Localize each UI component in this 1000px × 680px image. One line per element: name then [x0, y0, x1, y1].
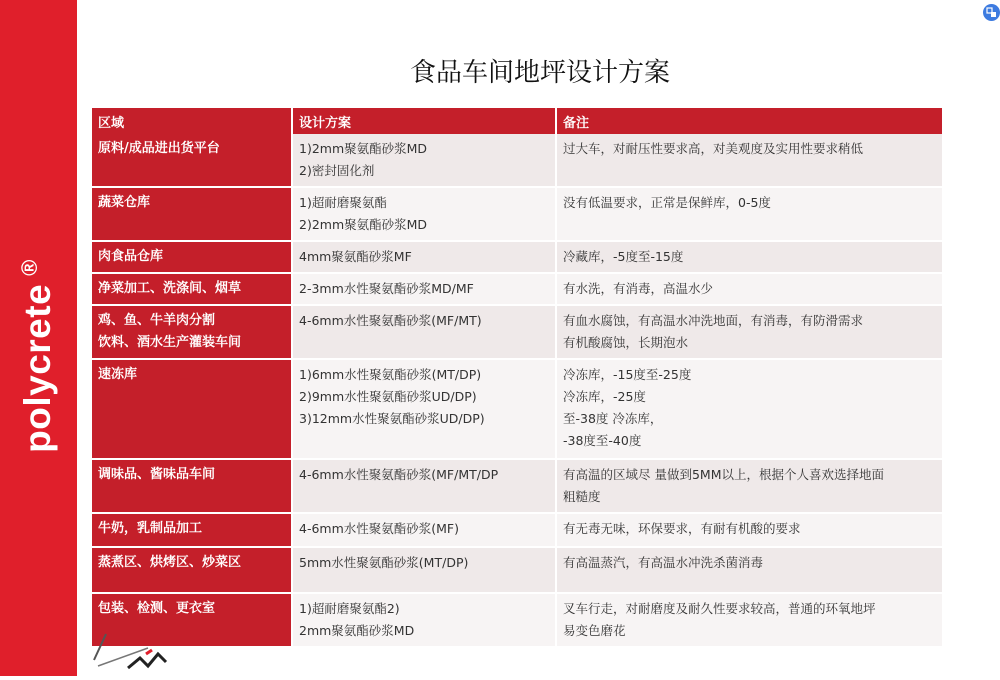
note-cell-line: 有无毒无味，环保要求，有耐有机酸的要求: [563, 521, 801, 536]
plan-cell-line: 4-6mm水性聚氨酯砂浆(MF): [299, 521, 459, 536]
note-cell-line: 冷冻库，-25度: [563, 389, 646, 404]
translate-icon[interactable]: [983, 4, 1000, 21]
brand-sidebar: [0, 0, 77, 676]
area-cell-line: 蔬菜仓库: [98, 195, 151, 210]
area-cell: [92, 514, 293, 548]
area-cell: [92, 548, 293, 594]
note-cell-line: 有机酸腐蚀，长期泡水: [563, 335, 689, 350]
area-cell: [92, 460, 293, 514]
table-header-row: [92, 108, 944, 134]
note-cell-line: 易变色磨花: [563, 623, 626, 638]
area-cell: [92, 360, 293, 460]
plan-cell-line: 2)2mm聚氨酯砂浆MD: [299, 217, 428, 232]
plan-cell-line: 5mm水性聚氨酯砂浆(MT/DP): [299, 555, 469, 570]
plan-cell-line: 1)超耐磨聚氨酯2): [299, 601, 400, 616]
area-cell: [92, 274, 293, 306]
table-row: [92, 594, 944, 648]
note-cell: [557, 242, 944, 274]
note-cell: [557, 134, 944, 188]
table-row: [92, 242, 944, 274]
table-row: [92, 360, 944, 460]
area-cell-line: 速冻库: [98, 367, 138, 382]
plan-cell-line: 2)9mm水性聚氨酯砂浆UD/DP): [299, 389, 477, 404]
area-cell-line: 净菜加工、洗涤间、烟草: [98, 281, 242, 296]
note-cell-line: 没有低温要求，正常是保鲜库，0-5度: [563, 195, 771, 210]
logo-mark: [88, 630, 208, 676]
area-cell: [92, 242, 293, 274]
area-cell: [92, 134, 293, 188]
note-cell-line: 粗糙度: [563, 489, 601, 504]
plan-cell-line: 4-6mm水性聚氨酯砂浆(MF/MT): [299, 313, 482, 328]
area-cell-line: 原料/成品进出货平台: [98, 141, 220, 156]
area-cell-line: 牛奶，乳制品加工: [98, 521, 203, 536]
header-note: 备注: [557, 108, 944, 134]
area-cell-line: 调味品、酱味品车间: [98, 467, 216, 482]
page-title: 食品车间地坪设计方案: [409, 58, 670, 88]
plan-cell: [293, 242, 557, 274]
plan-cell-line: 2)密封固化剂: [299, 163, 375, 178]
area-cell: [92, 188, 293, 242]
header-plan: 设计方案: [293, 108, 557, 134]
note-cell: [557, 306, 944, 360]
note-cell: [557, 274, 944, 306]
area-cell-line: 包装、检测、更衣室: [98, 601, 216, 616]
plan-cell: [293, 514, 557, 548]
note-cell: [557, 594, 944, 648]
header-area: 区域: [92, 108, 293, 134]
plan-cell: [293, 548, 557, 594]
design-plan-table: [92, 108, 944, 648]
plan-cell-line: 2-3mm水性聚氨酯砂浆MD/MF: [299, 281, 474, 296]
plan-cell: [293, 134, 557, 188]
note-cell-line: 有水洗，有消毒，高温水少: [563, 281, 714, 296]
table-row: [92, 460, 944, 514]
plan-cell: [293, 460, 557, 514]
note-cell-line: 有血水腐蚀，有高温水冲洗地面，有消毒，有防滑需求: [563, 313, 864, 328]
plan-cell-line: 1)6mm水性聚氨酯砂浆(MT/DP): [299, 367, 482, 382]
note-cell: [557, 548, 944, 594]
area-cell-line: 鸡、鱼、牛羊肉分割: [98, 313, 216, 328]
area-cell-line: 肉食品仓库: [98, 249, 164, 264]
table-row: [92, 274, 944, 306]
note-cell-line: 有高温蒸汽，有高温水冲洗杀菌消毒: [563, 555, 764, 570]
plan-cell-line: 1)超耐磨聚氨酯: [299, 195, 387, 210]
plan-cell-line: 4mm聚氨酯砂浆MF: [299, 249, 412, 264]
table-row: [92, 134, 944, 188]
area-cell-line: 饮料、酒水生产灌装车间: [98, 335, 242, 350]
note-cell-line: 至-38度 冷冻库，: [563, 411, 663, 426]
area-cell-line: 蒸煮区、烘烤区、炒菜区: [98, 555, 242, 570]
note-cell-line: 冷冻库，-15度至-25度: [563, 367, 692, 382]
note-cell: [557, 360, 944, 460]
plan-cell-line: 2mm聚氨酯砂浆MD: [299, 623, 415, 638]
note-cell: [557, 460, 944, 514]
area-cell: [92, 306, 293, 360]
table-row: [92, 306, 944, 360]
plan-cell: [293, 274, 557, 306]
note-cell-line: 冷藏库，-5度至-15度: [563, 249, 684, 264]
plan-cell: [293, 188, 557, 242]
brand-logo: polycrete®: [16, 259, 59, 453]
note-cell-line: 有高温的区域尽 量做到5MM以上，根据个人喜欢选择地面: [563, 467, 884, 482]
plan-cell: [293, 594, 557, 648]
note-cell-line: -38度至-40度: [563, 433, 642, 448]
plan-cell: [293, 360, 557, 460]
plan-cell-line: 4-6mm水性聚氨酯砂浆(MF/MT/DP: [299, 467, 499, 482]
plan-cell-line: 3)12mm水性聚氨酯砂浆UD/DP): [299, 411, 485, 426]
table-row: [92, 188, 944, 242]
note-cell: [557, 188, 944, 242]
table-row: [92, 514, 944, 548]
plan-cell-line: 1)2mm聚氨酯砂浆MD: [299, 141, 428, 156]
plan-cell: [293, 306, 557, 360]
table-row: [92, 548, 944, 594]
note-cell-line: 过大车，对耐压性要求高，对美观度及实用性要求稍低: [563, 141, 864, 156]
note-cell: [557, 514, 944, 548]
note-cell-line: 叉车行走，对耐磨度及耐久性要求较高，普通的环氧地坪: [563, 601, 876, 616]
